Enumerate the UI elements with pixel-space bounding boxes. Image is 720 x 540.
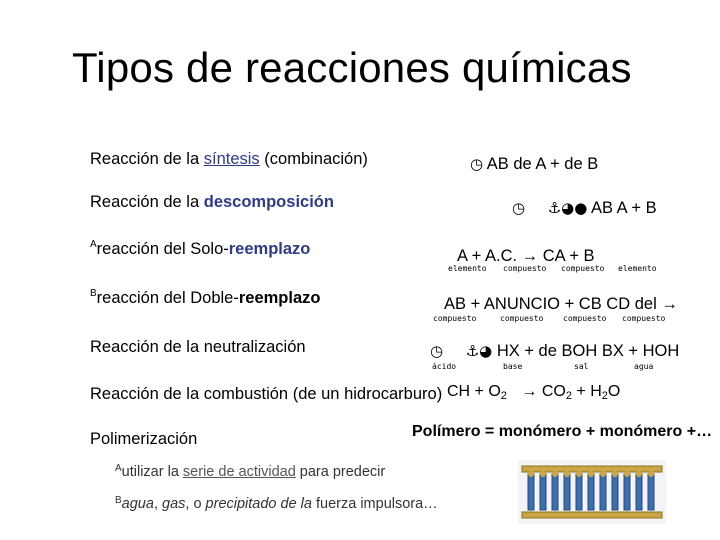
row-combustion-equation (447, 383, 620, 402)
note-text: utilizar la (121, 464, 183, 480)
polymer-chain-icon (518, 460, 666, 524)
species-label: compuesto (563, 314, 607, 323)
equation-text: HX + de BOH BX + HOH (496, 342, 680, 360)
equation-part: + H (576, 383, 602, 400)
subscript: 2 (500, 390, 507, 402)
equation-text: AB A + B (591, 199, 657, 217)
clock-icon: ◷ (470, 155, 484, 173)
slide-title: Tipos de reacciones químicas (72, 44, 632, 91)
equation-part: O (607, 383, 621, 400)
marker-b: B (115, 495, 122, 506)
row-text: reacción del Doble- (96, 289, 239, 307)
row-text: reacción del Solo- (96, 240, 229, 258)
link-descomposicion[interactable]: descomposición (203, 193, 334, 211)
note-text: precipitado (205, 496, 277, 512)
marker-b: B (90, 288, 97, 299)
row-single-replacement-equation: A + A.C. → CA + B (457, 247, 595, 265)
link-sintesis[interactable]: síntesis (203, 150, 260, 168)
row-decomposition-equation (512, 199, 657, 218)
species-label: compuesto (503, 264, 547, 273)
subscript: 2 (565, 390, 572, 402)
species-label: compuesto (433, 314, 477, 323)
symbol-glyphs-icon: ⚓◕● (547, 199, 588, 217)
species-label: ácido (432, 362, 457, 371)
species-label: elemento (618, 264, 657, 273)
species-label: compuesto (622, 314, 666, 323)
species-label: elemento (448, 264, 487, 273)
note-activity-series (115, 464, 385, 480)
note-driving-force (115, 496, 438, 512)
link-serie-actividad[interactable]: serie de actividad (182, 464, 296, 480)
species-label: agua (634, 362, 654, 371)
row-text: Reacción de la (90, 193, 204, 211)
row-double-replacement-label (90, 289, 320, 308)
row-synthesis-label (90, 150, 368, 169)
row-decomposition-label (90, 193, 334, 212)
note-text: para predecir (295, 464, 386, 480)
row-text-bold: reemplazo (238, 289, 321, 307)
note-text: agua (121, 496, 154, 512)
marker-a: A (90, 239, 97, 250)
clock-icon: ◷ (512, 199, 526, 217)
species-label: compuesto (500, 314, 544, 323)
equation-part: CH + O (447, 383, 501, 400)
note-text: gas (162, 496, 186, 512)
note-text: , (153, 496, 162, 512)
note-text: , o (185, 496, 206, 512)
row-synthesis-equation (470, 155, 598, 174)
link-reemplazo[interactable]: reemplazo (228, 240, 311, 258)
row-single-replacement-label (90, 240, 310, 259)
species-label: sal (574, 362, 589, 371)
row-neutralization-equation (430, 342, 679, 361)
row-text: (combinación) (259, 150, 368, 168)
species-label: compuesto (561, 264, 605, 273)
row-polymerization-label: Polimerización (90, 430, 198, 448)
row-neutralization-label: Reacción de la neutralización (90, 338, 306, 356)
note-text: fuerza (315, 496, 357, 512)
row-combustion-label: Reacción de la combustión (de un hidrocarburo) (90, 385, 443, 403)
row-polymerization-equation: Polímero = monómero + monómero +… (412, 423, 713, 440)
note-text: impulsora… (356, 496, 438, 512)
equation-text: AB de A + de B (486, 155, 599, 173)
row-double-replacement-equation: AB + ANUNCIO + CB CD del → (444, 295, 678, 313)
row-text: Reacción de la (90, 150, 204, 168)
clock-icon: ◷ (430, 342, 444, 360)
symbol-glyphs-icon: ⚓◕ (465, 342, 493, 360)
species-label: base (503, 362, 523, 371)
equation-part: → CO (521, 383, 566, 400)
marker-a: A (115, 463, 122, 474)
subscript: 2 (601, 390, 608, 402)
note-text: de la (276, 496, 316, 512)
